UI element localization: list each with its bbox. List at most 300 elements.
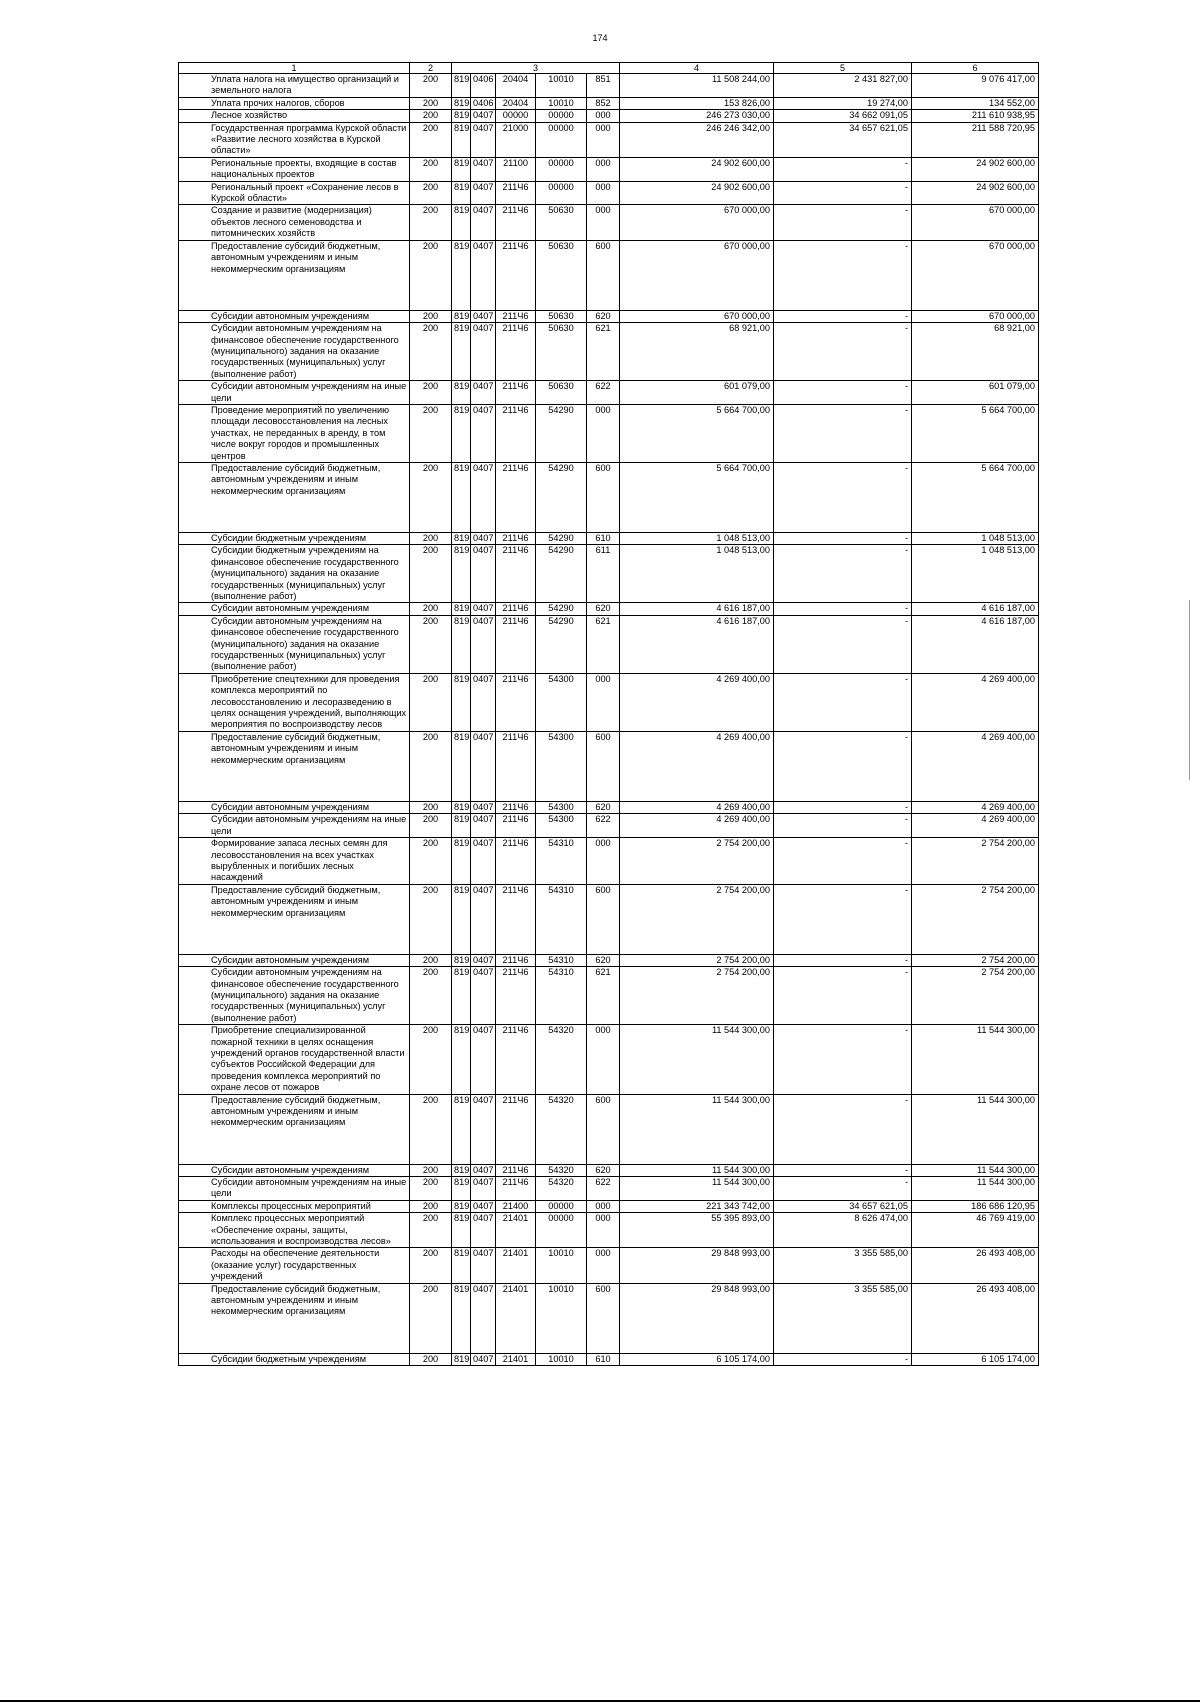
row-expense-type: 622: [587, 1177, 620, 1201]
table-row: [179, 615, 1039, 673]
row-value-col-4: 1 048 513,00: [620, 532, 774, 544]
row-value-col-5: -: [774, 181, 912, 205]
row-direction-code: 54310: [536, 838, 587, 885]
row-value-col-6: 670 000,00: [912, 240, 1039, 310]
row-value-col-6: 11 544 300,00: [912, 1025, 1039, 1094]
row-value-col-5: -: [774, 462, 912, 532]
row-code: 200: [410, 122, 452, 157]
row-value-col-4: 221 343 742,00: [620, 1200, 774, 1212]
row-program-code: 20404: [496, 74, 536, 98]
row-expense-type: 600: [587, 462, 620, 532]
row-program-code: 211Ч6: [496, 884, 536, 954]
row-direction-code: 00000: [536, 157, 587, 181]
row-direction-code: 00000: [536, 181, 587, 205]
row-admin-code: 819: [452, 462, 471, 532]
row-expense-type: 000: [587, 673, 620, 731]
table-row: [179, 462, 1039, 532]
row-program-code: 211Ч6: [496, 323, 536, 381]
row-value-col-4: 68 921,00: [620, 323, 774, 381]
row-name: Государственная программа Курской области «Развитие лесного хозяйства в Курской области»: [179, 122, 410, 157]
row-code: 200: [410, 1200, 452, 1212]
row-direction-code: 10010: [536, 74, 587, 98]
row-section-code: 0406: [471, 97, 496, 109]
row-direction-code: 00000: [536, 1200, 587, 1212]
row-program-code: 211Ч6: [496, 1177, 536, 1201]
header-col-6: 6: [912, 63, 1039, 74]
row-code: 200: [410, 731, 452, 801]
row-value-col-4: 670 000,00: [620, 310, 774, 322]
row-value-col-6: 6 105 174,00: [912, 1353, 1039, 1365]
row-section-code: 0407: [471, 110, 496, 122]
row-section-code: 0407: [471, 545, 496, 603]
row-code: 200: [410, 1283, 452, 1353]
row-direction-code: 50630: [536, 240, 587, 310]
row-expense-type: 611: [587, 545, 620, 603]
row-value-col-6: 11 544 300,00: [912, 1164, 1039, 1176]
row-code: 200: [410, 462, 452, 532]
header-col-4: 4: [620, 63, 774, 74]
row-admin-code: 819: [452, 838, 471, 885]
row-code: 200: [410, 603, 452, 615]
row-value-col-5: -: [774, 954, 912, 966]
row-program-code: 21401: [496, 1213, 536, 1248]
row-direction-code: 54320: [536, 1094, 587, 1164]
row-admin-code: 819: [452, 731, 471, 801]
table-row: [179, 1177, 1039, 1201]
row-name: Предоставление субсидий бюджетным, автономным учреждениям и иным некоммерческим организациям: [179, 462, 410, 532]
row-program-code: 21100: [496, 157, 536, 181]
row-value-col-5: -: [774, 1025, 912, 1094]
row-admin-code: 819: [452, 240, 471, 310]
row-admin-code: 819: [452, 1353, 471, 1365]
table-row: [179, 157, 1039, 181]
row-value-col-4: 246 273 030,00: [620, 110, 774, 122]
row-value-col-4: 24 902 600,00: [620, 157, 774, 181]
row-code: 200: [410, 97, 452, 109]
row-direction-code: 54300: [536, 814, 587, 838]
row-admin-code: 819: [452, 1248, 471, 1283]
row-value-col-6: 4 616 187,00: [912, 615, 1039, 673]
row-direction-code: 10010: [536, 97, 587, 109]
row-value-col-4: 2 754 200,00: [620, 954, 774, 966]
row-section-code: 0407: [471, 1164, 496, 1176]
row-expense-type: 620: [587, 801, 620, 813]
row-value-col-4: 24 902 600,00: [620, 181, 774, 205]
row-value-col-4: 1 048 513,00: [620, 545, 774, 603]
row-name: Формирование запаса лесных семян для лесовосстановления на всех участках вырубленных и погибших лесных насаждений: [179, 838, 410, 885]
row-value-col-5: -: [774, 404, 912, 462]
row-direction-code: 50630: [536, 381, 587, 405]
table-row: [179, 240, 1039, 310]
row-name: Субсидии бюджетным учреждениям: [179, 1353, 410, 1365]
row-value-col-5: -: [774, 615, 912, 673]
row-expense-type: 600: [587, 1283, 620, 1353]
row-name: Проведение мероприятий по увеличению площади лесовосстановления на лесных участках, не переданных в аренду, в том числе вокруг городов и промышленных центров: [179, 404, 410, 462]
row-expense-type: 000: [587, 838, 620, 885]
row-value-col-5: -: [774, 967, 912, 1025]
table-row: [179, 1025, 1039, 1094]
row-program-code: 21401: [496, 1248, 536, 1283]
row-admin-code: 819: [452, 801, 471, 813]
row-direction-code: 54290: [536, 603, 587, 615]
row-value-col-6: 211 588 720,95: [912, 122, 1039, 157]
row-program-code: 211Ч6: [496, 603, 536, 615]
row-value-col-5: 2 431 827,00: [774, 74, 912, 98]
row-value-col-5: -: [774, 603, 912, 615]
row-value-col-5: -: [774, 1177, 912, 1201]
budget-table-container: [178, 62, 1038, 1366]
row-expense-type: 620: [587, 954, 620, 966]
table-row: [179, 967, 1039, 1025]
row-value-col-4: 6 105 174,00: [620, 1353, 774, 1365]
header-col-2: 2: [410, 63, 452, 74]
row-name: Приобретение спецтехники для проведения комплекса мероприятий по лесовосстановлению и лесоразведению в целях оснащения учреждений, выполняющих мероприятия по воспроизводству лесов: [179, 673, 410, 731]
row-program-code: 211Ч6: [496, 240, 536, 310]
row-value-col-4: 601 079,00: [620, 381, 774, 405]
row-program-code: 211Ч6: [496, 181, 536, 205]
table-row: [179, 122, 1039, 157]
row-expense-type: 851: [587, 74, 620, 98]
row-value-col-4: 670 000,00: [620, 240, 774, 310]
row-expense-type: 620: [587, 310, 620, 322]
row-value-col-5: 34 657 621,05: [774, 1200, 912, 1212]
row-admin-code: 819: [452, 603, 471, 615]
row-direction-code: 54300: [536, 801, 587, 813]
table-row: [179, 381, 1039, 405]
row-value-col-6: 5 664 700,00: [912, 404, 1039, 462]
row-value-col-4: 153 826,00: [620, 97, 774, 109]
row-name: Расходы на обеспечение деятельности (оказание услуг) государственных учреждений: [179, 1248, 410, 1283]
row-direction-code: 54300: [536, 731, 587, 801]
table-row: [179, 310, 1039, 322]
table-row: [179, 181, 1039, 205]
row-admin-code: 819: [452, 110, 471, 122]
header-row: [179, 63, 1039, 74]
row-direction-code: 54310: [536, 954, 587, 966]
row-expense-type: 600: [587, 731, 620, 801]
row-expense-type: 000: [587, 205, 620, 240]
row-value-col-6: 24 902 600,00: [912, 181, 1039, 205]
row-section-code: 0407: [471, 967, 496, 1025]
row-value-col-6: 670 000,00: [912, 205, 1039, 240]
row-name: Комплекс процессных мероприятий «Обеспечение охраны, защиты, использования и воспроизводства лесов»: [179, 1213, 410, 1248]
table-row: [179, 814, 1039, 838]
row-program-code: 211Ч6: [496, 731, 536, 801]
row-admin-code: 819: [452, 97, 471, 109]
row-value-col-5: -: [774, 205, 912, 240]
row-admin-code: 819: [452, 323, 471, 381]
row-section-code: 0407: [471, 205, 496, 240]
row-value-col-5: -: [774, 1353, 912, 1365]
table-row: [179, 323, 1039, 381]
table-row: [179, 1094, 1039, 1164]
row-value-col-4: 4 269 400,00: [620, 814, 774, 838]
row-code: 200: [410, 615, 452, 673]
row-program-code: 211Ч6: [496, 205, 536, 240]
row-admin-code: 819: [452, 122, 471, 157]
row-admin-code: 819: [452, 532, 471, 544]
row-value-col-6: 9 076 417,00: [912, 74, 1039, 98]
table-row: [179, 1200, 1039, 1212]
row-code: 200: [410, 181, 452, 205]
row-value-col-4: 11 544 300,00: [620, 1164, 774, 1176]
row-admin-code: 819: [452, 1164, 471, 1176]
row-direction-code: 54310: [536, 967, 587, 1025]
row-direction-code: 54290: [536, 545, 587, 603]
row-value-col-6: 26 493 408,00: [912, 1283, 1039, 1353]
row-code: 200: [410, 884, 452, 954]
budget-table: [178, 62, 1039, 1366]
row-name: Субсидии автономным учреждениям: [179, 1164, 410, 1176]
row-section-code: 0407: [471, 1283, 496, 1353]
row-expense-type: 621: [587, 967, 620, 1025]
row-expense-type: 622: [587, 814, 620, 838]
row-value-col-4: 29 848 993,00: [620, 1283, 774, 1353]
table-row: [179, 1248, 1039, 1283]
row-value-col-5: -: [774, 673, 912, 731]
row-program-code: 21401: [496, 1353, 536, 1365]
header-col-3: 3: [452, 63, 620, 74]
row-direction-code: 54310: [536, 884, 587, 954]
row-admin-code: 819: [452, 404, 471, 462]
row-expense-type: 621: [587, 323, 620, 381]
row-value-col-4: 11 544 300,00: [620, 1094, 774, 1164]
row-name: Лесное хозяйство: [179, 110, 410, 122]
table-row: [179, 884, 1039, 954]
row-section-code: 0407: [471, 814, 496, 838]
table-row: [179, 74, 1039, 98]
row-direction-code: 54300: [536, 673, 587, 731]
row-expense-type: 610: [587, 532, 620, 544]
row-program-code: 211Ч6: [496, 1094, 536, 1164]
row-admin-code: 819: [452, 954, 471, 966]
row-value-col-6: 5 664 700,00: [912, 462, 1039, 532]
row-value-col-6: 1 048 513,00: [912, 545, 1039, 603]
row-section-code: 0407: [471, 615, 496, 673]
row-admin-code: 819: [452, 1283, 471, 1353]
row-expense-type: 852: [587, 97, 620, 109]
row-admin-code: 819: [452, 814, 471, 838]
row-expense-type: 620: [587, 1164, 620, 1176]
row-value-col-4: 4 616 187,00: [620, 603, 774, 615]
row-value-col-4: 2 754 200,00: [620, 884, 774, 954]
row-code: 200: [410, 673, 452, 731]
row-name: Региональный проект «Сохранение лесов в Курской области»: [179, 181, 410, 205]
row-code: 200: [410, 532, 452, 544]
row-admin-code: 819: [452, 1025, 471, 1094]
row-value-col-4: 55 395 893,00: [620, 1213, 774, 1248]
row-value-col-5: 3 355 585,00: [774, 1283, 912, 1353]
row-program-code: 211Ч6: [496, 967, 536, 1025]
row-program-code: 21400: [496, 1200, 536, 1212]
row-admin-code: 819: [452, 157, 471, 181]
row-value-col-6: 4 269 400,00: [912, 673, 1039, 731]
row-code: 200: [410, 545, 452, 603]
row-value-col-6: 4 269 400,00: [912, 801, 1039, 813]
row-value-col-5: -: [774, 731, 912, 801]
row-value-col-5: -: [774, 381, 912, 405]
row-program-code: 211Ч6: [496, 615, 536, 673]
row-value-col-6: 11 544 300,00: [912, 1177, 1039, 1201]
row-program-code: 21000: [496, 122, 536, 157]
row-section-code: 0407: [471, 603, 496, 615]
row-expense-type: 000: [587, 1213, 620, 1248]
row-admin-code: 819: [452, 884, 471, 954]
row-value-col-4: 2 754 200,00: [620, 838, 774, 885]
header-col-1: 1: [179, 63, 410, 74]
row-section-code: 0407: [471, 462, 496, 532]
row-program-code: 211Ч6: [496, 1164, 536, 1176]
row-expense-type: 000: [587, 1248, 620, 1283]
row-value-col-5: -: [774, 323, 912, 381]
row-section-code: 0407: [471, 1177, 496, 1201]
row-program-code: 211Ч6: [496, 532, 536, 544]
row-direction-code: 10010: [536, 1353, 587, 1365]
table-row: [179, 801, 1039, 813]
row-direction-code: 10010: [536, 1248, 587, 1283]
row-expense-type: 620: [587, 603, 620, 615]
row-value-col-4: 246 246 342,00: [620, 122, 774, 157]
table-row: [179, 954, 1039, 966]
row-expense-type: 600: [587, 884, 620, 954]
scan-edge-mark: [1189, 600, 1190, 780]
row-direction-code: 54290: [536, 615, 587, 673]
row-admin-code: 819: [452, 1177, 471, 1201]
row-value-col-6: 601 079,00: [912, 381, 1039, 405]
row-name: Создание и развитие (модернизация) объектов лесного семеноводства и питомнических хозяйств: [179, 205, 410, 240]
row-program-code: 211Ч6: [496, 814, 536, 838]
row-name: Субсидии автономным учреждениям на иные цели: [179, 814, 410, 838]
row-value-col-5: -: [774, 240, 912, 310]
row-direction-code: 50630: [536, 323, 587, 381]
row-value-col-5: -: [774, 838, 912, 885]
row-code: 200: [410, 954, 452, 966]
row-name: Предоставление субсидий бюджетным, автономным учреждениям и иным некоммерческим организациям: [179, 1283, 410, 1353]
row-direction-code: 00000: [536, 110, 587, 122]
row-program-code: 211Ч6: [496, 1025, 536, 1094]
row-value-col-6: 4 616 187,00: [912, 603, 1039, 615]
row-value-col-5: 8 626 474,00: [774, 1213, 912, 1248]
row-value-col-5: 19 274,00: [774, 97, 912, 109]
row-section-code: 0407: [471, 731, 496, 801]
row-name: Субсидии бюджетным учреждениям: [179, 532, 410, 544]
row-direction-code: 54290: [536, 404, 587, 462]
row-admin-code: 819: [452, 967, 471, 1025]
row-code: 200: [410, 1025, 452, 1094]
table-row: [179, 110, 1039, 122]
row-value-col-5: -: [774, 532, 912, 544]
row-admin-code: 819: [452, 673, 471, 731]
row-value-col-5: 34 662 091,05: [774, 110, 912, 122]
table-row: [179, 532, 1039, 544]
row-expense-type: 000: [587, 1025, 620, 1094]
row-expense-type: 600: [587, 240, 620, 310]
row-program-code: 211Ч6: [496, 404, 536, 462]
row-value-col-6: 4 269 400,00: [912, 731, 1039, 801]
row-name: Субсидии автономным учреждениям: [179, 310, 410, 322]
row-name: Уплата прочих налогов, сборов: [179, 97, 410, 109]
row-program-code: 20404: [496, 97, 536, 109]
header-col-5: 5: [774, 63, 912, 74]
row-value-col-5: -: [774, 545, 912, 603]
row-code: 200: [410, 205, 452, 240]
row-expense-type: 000: [587, 110, 620, 122]
row-name: Субсидии автономным учреждениям: [179, 801, 410, 813]
table-row: [179, 603, 1039, 615]
row-value-col-6: 670 000,00: [912, 310, 1039, 322]
row-program-code: 211Ч6: [496, 673, 536, 731]
row-expense-type: 000: [587, 122, 620, 157]
row-name: Субсидии бюджетным учреждениям на финансовое обеспечение государственного (муниципального) задания на оказание государственных (муниципальных) услуг (выполнение работ): [179, 545, 410, 603]
row-direction-code: 00000: [536, 122, 587, 157]
row-value-col-5: -: [774, 310, 912, 322]
row-program-code: 211Ч6: [496, 545, 536, 603]
row-value-col-6: 24 902 600,00: [912, 157, 1039, 181]
row-admin-code: 819: [452, 181, 471, 205]
row-section-code: 0407: [471, 181, 496, 205]
table-row: [179, 673, 1039, 731]
row-name: Приобретение специализированной пожарной техники в целях оснащения учреждений органов государственной власти субъектов Российской Федерации для проведения комплекса мероприятий по охране лесов от пожаров: [179, 1025, 410, 1094]
row-admin-code: 819: [452, 1094, 471, 1164]
table-row: [179, 545, 1039, 603]
row-expense-type: 000: [587, 1200, 620, 1212]
row-admin-code: 819: [452, 310, 471, 322]
table-row: [179, 1164, 1039, 1176]
row-program-code: 21401: [496, 1283, 536, 1353]
row-section-code: 0407: [471, 1025, 496, 1094]
row-code: 200: [410, 1094, 452, 1164]
row-value-col-5: -: [774, 157, 912, 181]
row-value-col-6: 186 686 120,95: [912, 1200, 1039, 1212]
row-value-col-6: 11 544 300,00: [912, 1094, 1039, 1164]
row-name: Предоставление субсидий бюджетным, автономным учреждениям и иным некоммерческим организациям: [179, 1094, 410, 1164]
row-code: 200: [410, 1177, 452, 1201]
row-value-col-6: 1 048 513,00: [912, 532, 1039, 544]
row-section-code: 0407: [471, 404, 496, 462]
row-direction-code: 54290: [536, 462, 587, 532]
row-name: Предоставление субсидий бюджетным, автономным учреждениям и иным некоммерческим организациям: [179, 731, 410, 801]
row-value-col-6: 46 769 419,00: [912, 1213, 1039, 1248]
row-program-code: 00000: [496, 110, 536, 122]
table-row: [179, 838, 1039, 885]
row-code: 200: [410, 1213, 452, 1248]
row-value-col-5: -: [774, 801, 912, 813]
row-value-col-4: 5 664 700,00: [620, 462, 774, 532]
row-code: 200: [410, 1164, 452, 1176]
row-name: Субсидии автономным учреждениям: [179, 954, 410, 966]
page-number: 174: [592, 33, 608, 43]
row-program-code: 211Ч6: [496, 310, 536, 322]
row-code: 200: [410, 240, 452, 310]
row-code: 200: [410, 1248, 452, 1283]
row-value-col-4: 5 664 700,00: [620, 404, 774, 462]
row-value-col-5: 34 657 621,05: [774, 122, 912, 157]
row-value-col-4: 2 754 200,00: [620, 967, 774, 1025]
row-name: Субсидии автономным учреждениям на финансовое обеспечение государственного (муниципального) задания на оказание государственных (муниципальных) услуг (выполнение работ): [179, 615, 410, 673]
row-direction-code: 54320: [536, 1164, 587, 1176]
row-section-code: 0407: [471, 1213, 496, 1248]
table-row: [179, 731, 1039, 801]
row-value-col-6: 2 754 200,00: [912, 884, 1039, 954]
row-section-code: 0407: [471, 323, 496, 381]
row-direction-code: 54290: [536, 532, 587, 544]
row-value-col-4: 4 269 400,00: [620, 673, 774, 731]
row-section-code: 0407: [471, 1248, 496, 1283]
row-section-code: 0407: [471, 954, 496, 966]
row-expense-type: 621: [587, 615, 620, 673]
row-code: 200: [410, 323, 452, 381]
row-section-code: 0407: [471, 673, 496, 731]
